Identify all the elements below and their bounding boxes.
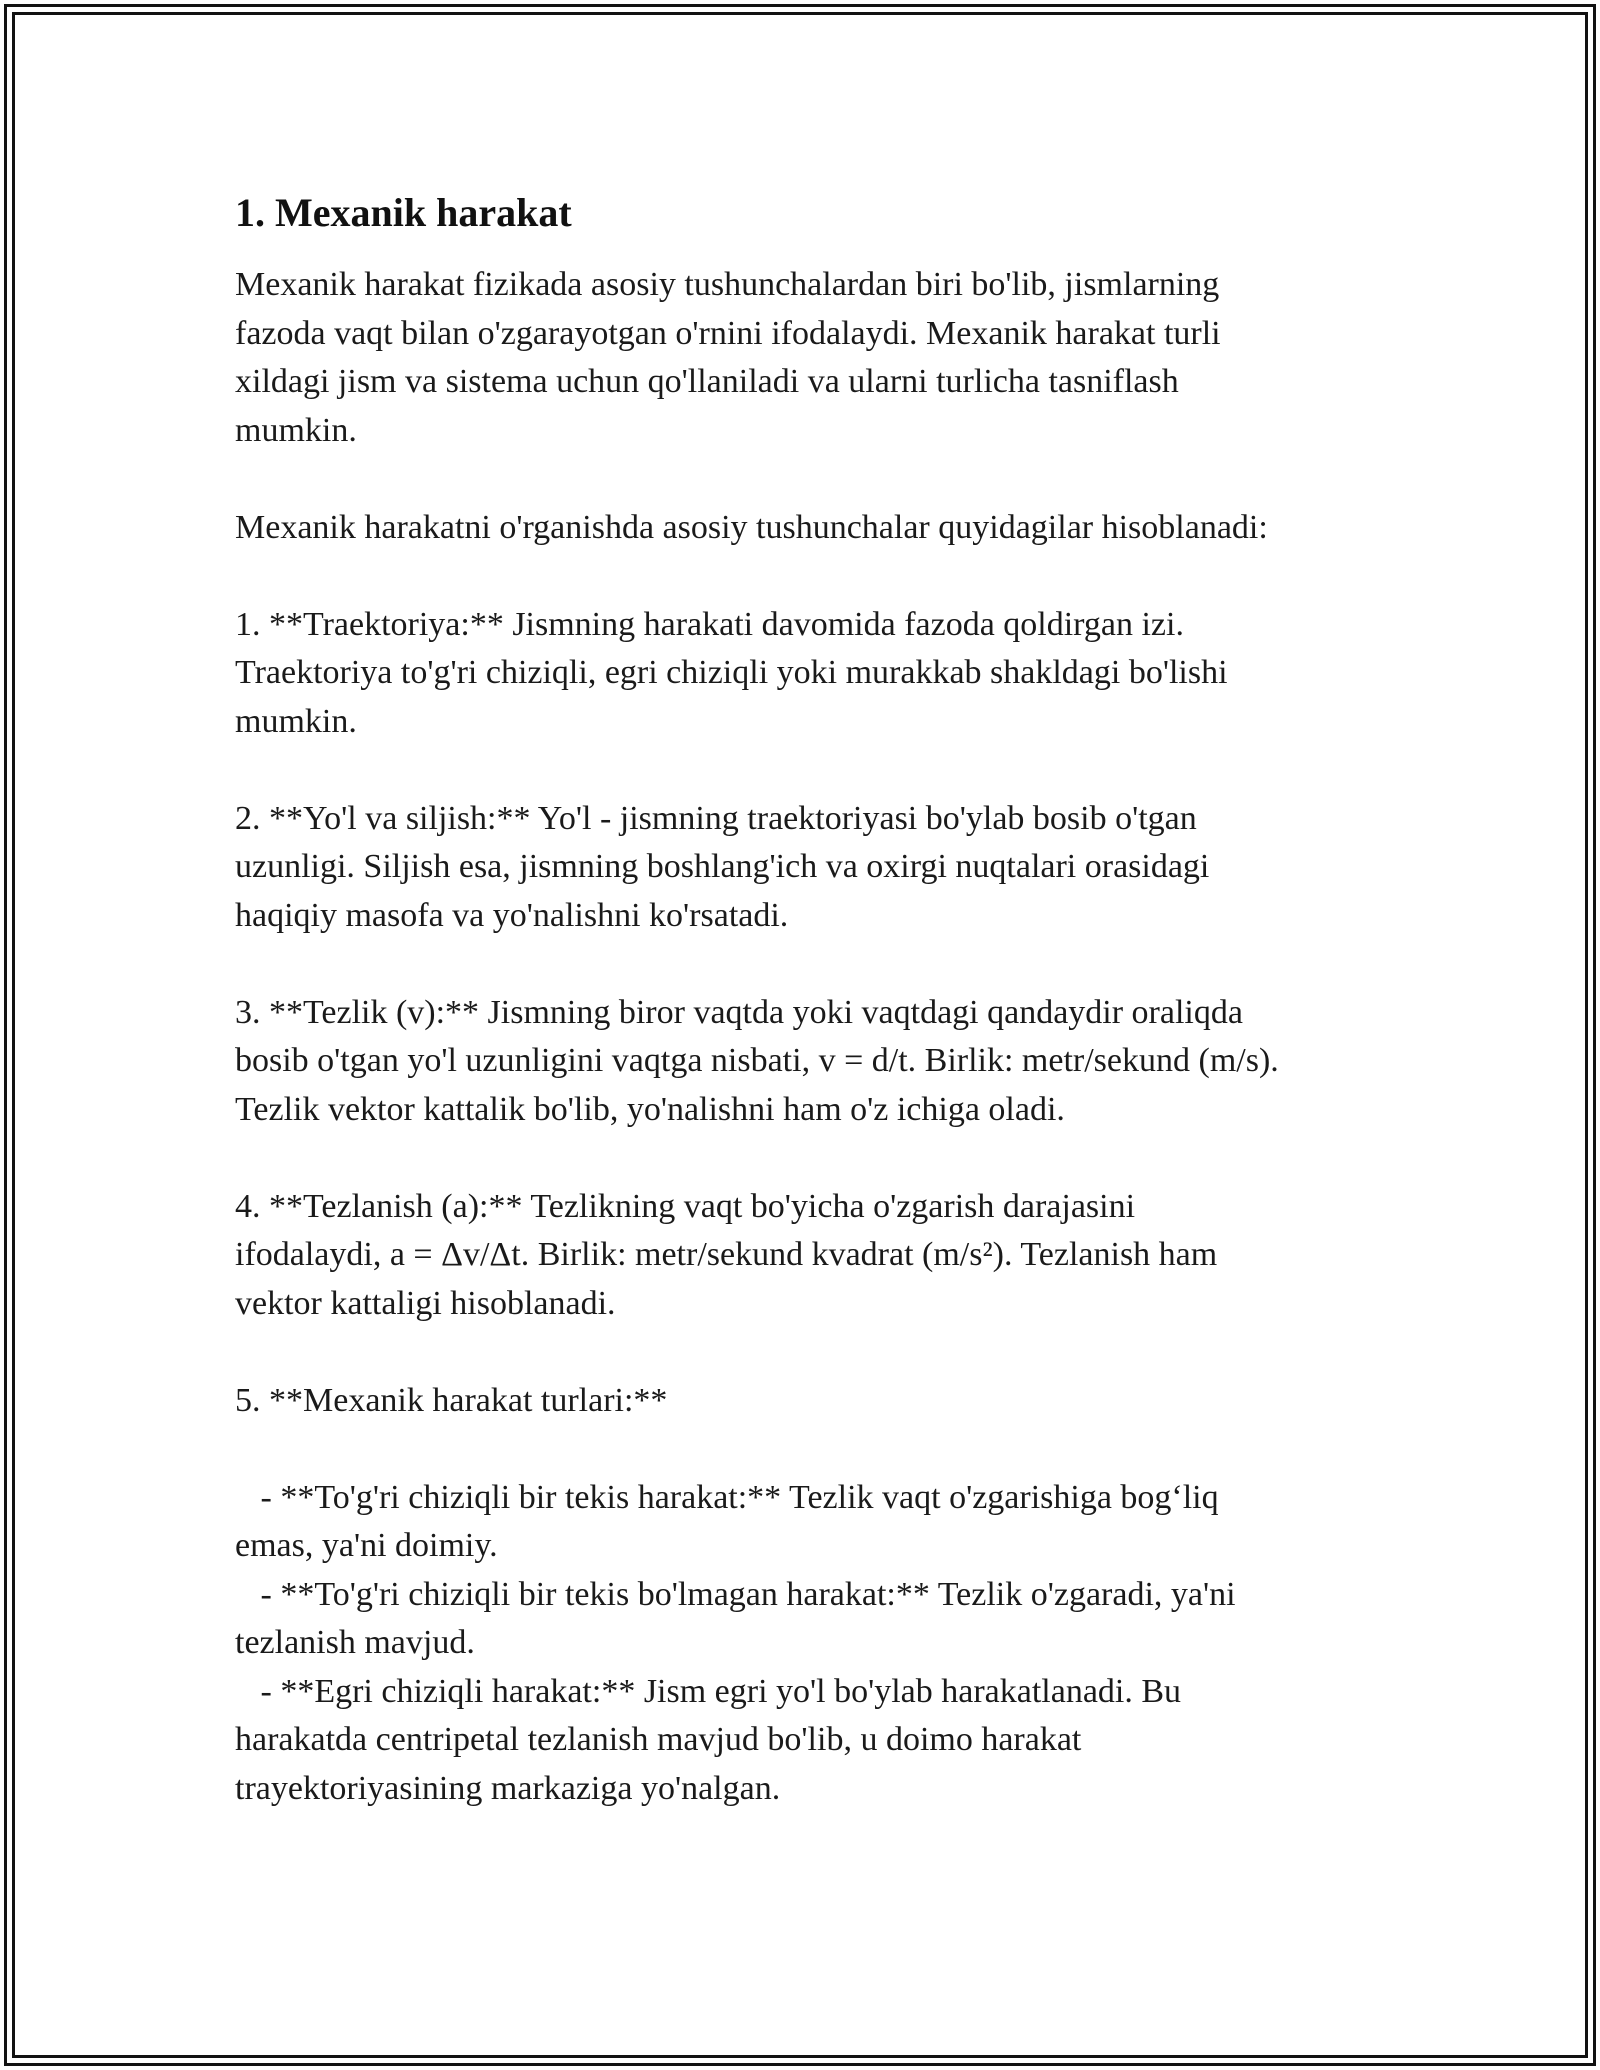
- document-body: [235, 187, 1385, 1813]
- section-text: Mexanik harakat fizikada asosiy tushunchalardan biri bo'lib, jismlarning fazoda vaqt bilan o'zgarayotgan o'rnini ifodalaydi. Mexanik harakat turli xildagi jism va sistema uchun qo'llaniladi va ularni turlicha tasniflash mumkin. Mexanik harakatni o'rganishda asosiy tushunchalar quyidagilar hisoblanadi: 1. **Traektoriya:** Jismning harakati davomida fazoda qoldirgan izi. Traektoriya to'g'ri chiziqli, egri chiziqli yoki murakkab shakldagi bo'lishi mumkin. 2. **Yo'l va siljish:** Yo'l - jismning traektoriyasi bo'ylab bosib o'tgan uzunligi. Siljish esa, jismning boshlang'ich va oxirgi nuqtalari orasidagi haqiqiy masofa va yo'nalishni ko'rsatadi. 3. **Tezlik (v):** Jismning biror vaqtda yoki vaqtdagi qandaydir oraliqda bosib o'tgan yo'l uzunligini vaqtga nisbati, v = d/t. Birlik: metr/sekund (m/s). Tezlik vektor kattalik bo'lib, yo'nalishni ham o'z ichiga oladi. 4. **Tezlanish (a):** Tezlikning vaqt bo'yicha o'zgarish darajasini ifodalaydi, a = Δv/Δt. Birlik: metr/sekund kvadrat (m/s²). Tezlanish ham vektor kattaligi hisoblanadi. 5. **Mexanik harakat turlari:** - **To'g'ri chiziqli bir tekis harakat:** Tezlik vaqt o'zgarishiga bog‘liq emas, ya'ni doimiy. - **To'g'ri chiziqli bir tekis bo'lmagan harakat:** Tezlik o'zgaradi, ya'ni tezlanish mavjud. - **Egri chiziqli harakat:** Jism egri yo'l bo'ylab harakatlanadi. Bu harakatda centripetal tezlanish mavjud bo'lib, u doimo harakat trayektoriyasining markaziga yo'nalgan.: [235, 266, 1279, 1807]
- section-heading: 1. Mexanik harakat: [235, 190, 572, 235]
